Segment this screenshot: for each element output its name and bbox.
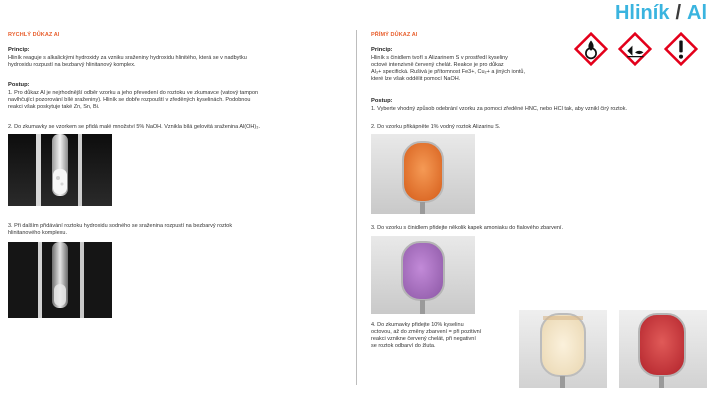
photo-red-solution: [619, 310, 707, 388]
right-step-4-line: 4. Do zkumavky přidejte 10% kyselinu: [371, 322, 464, 328]
right-principle-line: které lze však oddělit pomocí NaOH.: [371, 76, 461, 82]
right-principle-line: Al₃+ specifická. Rušivá je přítomnost Fe3+, Cu₂+ a jiných iontů,: [371, 69, 526, 75]
photo-violet-solution: [371, 236, 475, 314]
left-step-1: [8, 90, 258, 111]
left-step-3-line: 3. Při dalším přidávání roztoku hydroxidu sodného se sraženina rozpustí na bezbarvý roztok: [8, 223, 233, 229]
left-section-title: RYCHLÝ DŮKAZ Al: [8, 32, 60, 38]
page-header: [615, 2, 707, 25]
right-step-4-line: octovou, až do změny zbarvení = při pozitivní: [371, 329, 482, 335]
column-divider: [356, 30, 357, 385]
right-step-3: 3. Do vzorku s činidlem přidejte několik kapek amoniaku do fialového zbarvení.: [371, 225, 563, 231]
right-step-1: 1. Vyberte vhodný způsob odebrání vzorku za pomoci zředěné HNC, nebo HCl tak, aby vznikl čirý roztok.: [371, 106, 627, 112]
left-step-2: 2. Do zkumavky se vzorkem se přidá malé množství 5% NaOH. Vznikla bílá gelovitá sraženina Al(OH)₃.: [8, 124, 260, 130]
left-principle-text: [8, 55, 247, 69]
photo-white-precipitate: [8, 134, 112, 206]
left-step-3-line: hlinitanového komplexu.: [8, 230, 68, 236]
left-principle-line: hydroxidu rozpustí na bezbarvý hlinitanový komplex.: [8, 62, 136, 68]
left-procedure-label: Postup:: [8, 82, 30, 88]
right-section-title: PŘÍMÝ DŮKAZ Al: [371, 32, 418, 38]
right-step-4-line: se roztok odbarví do žluta.: [371, 343, 436, 349]
element-symbol-title: Al: [687, 2, 707, 24]
left-step-3: [8, 223, 232, 237]
left-principle-label: Princip:: [8, 47, 30, 53]
photo-clear-solution: [8, 242, 112, 318]
element-name-title: Hliník: [614, 2, 670, 24]
right-step-4-line: reakci vznikne červený chelát, při negativní: [371, 336, 476, 342]
left-step-1-line: 1. Pro důkaz Al je nejrhodnější odběr vzorku a jeho převedení do roztoku ve zkumavce (vatový tampon: [8, 90, 259, 96]
photo-orange-solution: [371, 134, 475, 214]
right-principle-line: Hliník s činidlem tvoří s Alizarinem S v prostředí kyseliny: [371, 55, 508, 61]
exclamation-warning-icon: [664, 32, 698, 66]
oxidizer-flame-icon: [574, 32, 608, 66]
right-step-4: [371, 322, 481, 350]
left-step-1-line: reakci však poskytuje také Zn, Sn, Bi.: [8, 104, 100, 110]
left-step-1-line: navlhčující pozorování bílé sraženiny). Hliník se dobře rozpouští v zředěných kyselinách. Podobnou: [8, 97, 251, 103]
right-step-2: 2. Do vzorku přikápněte 1% vodný roztok Alizarinu S.: [371, 124, 501, 130]
left-principle-line: Hliník reaguje s alkalickými hydroxidy za vzniku sraženiny hydroxidu hlinitého, která se v nadbytku: [8, 55, 247, 61]
right-procedure-label: Postup:: [371, 98, 393, 104]
right-principle-text: [371, 55, 525, 83]
right-principle-label: Princip:: [371, 47, 393, 53]
right-principle-line: octové intenzivně červený chelát. Reakce je pro důkaz: [371, 62, 504, 68]
photo-yellow-solution: [519, 310, 607, 388]
title-slash: /: [675, 2, 681, 24]
environment-hazard-icon: [618, 32, 652, 66]
